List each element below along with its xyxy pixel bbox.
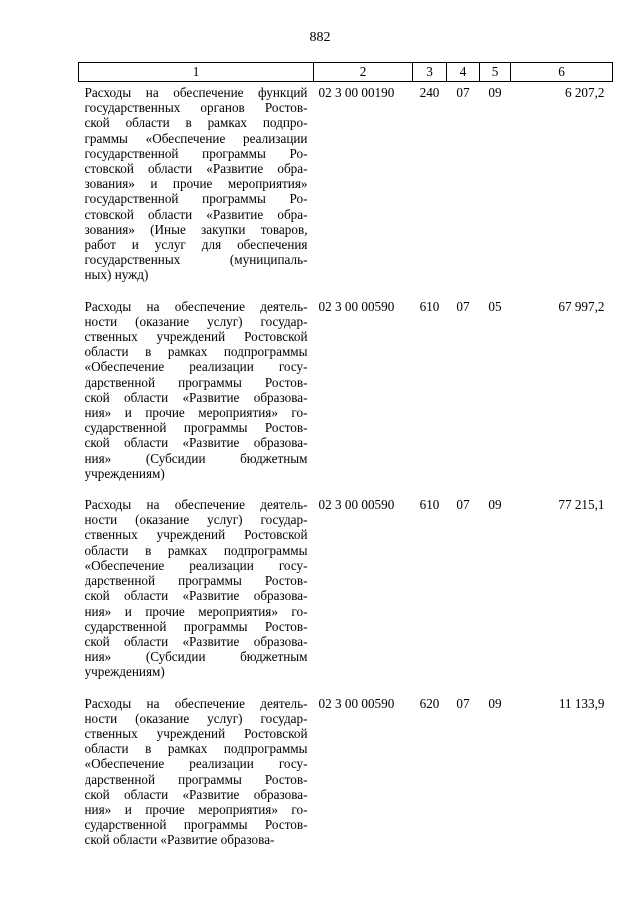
description-line: ния» и прочие мероприятия» го- xyxy=(84,405,308,421)
description-line: учреждениям) xyxy=(84,664,165,680)
row-target-code: 02 3 00 00590 xyxy=(318,695,395,711)
page-number: 882 xyxy=(309,30,331,45)
description-line: ственных учреждений Ростовской xyxy=(84,725,308,741)
description-line: Расходы на обеспечение функций xyxy=(84,85,308,100)
description-line: ния» (Субсидии бюджетным xyxy=(84,450,308,466)
description-line: сударственной программы Ростов- xyxy=(84,420,308,436)
table-header xyxy=(79,63,613,82)
row-subsection: 09 xyxy=(488,695,502,711)
row-description xyxy=(79,82,314,296)
row-target-code: 02 3 00 00590 xyxy=(318,298,395,314)
description-line: дарственной программы Ростов- xyxy=(84,374,308,390)
description-line: ности (оказание услуг) государ- xyxy=(84,313,308,329)
budget-table xyxy=(78,62,613,861)
header-col-2: 2 xyxy=(314,63,413,82)
description-line: ных) нужд) xyxy=(84,267,149,283)
description-line: дарственной программы Ростов- xyxy=(84,771,308,787)
description-line: государственных органов Ростов- xyxy=(84,100,308,116)
description-line: работ и услуг для обеспечения xyxy=(84,237,308,253)
header-col-3: 3 xyxy=(413,63,447,82)
description-line: ской области «Развитие образова- xyxy=(84,435,308,451)
description-line: учреждениям) xyxy=(84,465,165,481)
row-expense-type: 620 xyxy=(419,695,440,711)
description-line: зования» (Иные закупки товаров, xyxy=(84,221,308,237)
row-subsection: 05 xyxy=(488,298,502,314)
row-subsection: 09 xyxy=(488,85,502,100)
description-line: Расходы на обеспечение деятель- xyxy=(84,298,308,314)
description-line: «Обеспечение реализации госу- xyxy=(84,756,308,772)
description-line: ской области «Развитие образова- xyxy=(84,832,275,848)
header-col-6: 6 xyxy=(511,63,613,82)
row-expense-type: 610 xyxy=(419,298,440,314)
row-description xyxy=(79,693,314,861)
description-line: области в рамках подпрограммы xyxy=(84,344,308,360)
header-row xyxy=(79,63,613,82)
description-line: ственных учреждений Ростовской xyxy=(84,527,308,543)
description-line: Расходы на обеспечение деятель- xyxy=(84,695,308,711)
header-col-4: 4 xyxy=(447,63,480,82)
row-expense-type: 240 xyxy=(419,85,440,100)
row-subsection: 09 xyxy=(488,497,502,513)
description-line: области в рамках подпрограммы xyxy=(84,741,308,757)
description-line: ности (оказание услуг) государ- xyxy=(84,710,308,726)
row-description xyxy=(79,296,314,494)
header-col-1: 1 xyxy=(79,63,314,82)
row-amount: 11 133,9 xyxy=(558,695,605,711)
description-line: ности (оказание услуг) государ- xyxy=(84,512,308,528)
description-line: ской области в рамках подпро- xyxy=(84,115,308,131)
row-amount: 67 997,2 xyxy=(558,298,605,314)
table-row xyxy=(79,296,613,494)
table-row xyxy=(79,82,613,296)
row-section: 07 xyxy=(456,85,470,100)
description-line: «Обеспечение реализации госу- xyxy=(84,359,308,375)
row-expense-type: 610 xyxy=(419,497,440,513)
table-body xyxy=(79,82,613,861)
description-line: области в рамках подпрограммы xyxy=(84,542,308,558)
description-line: ской области «Развитие образова- xyxy=(84,588,308,604)
description-line: государственных (муниципаль- xyxy=(84,252,308,268)
description-line: сударственной программы Ростов- xyxy=(84,618,308,634)
header-col-5: 5 xyxy=(480,63,511,82)
description-line: ской области «Развитие образова- xyxy=(84,633,308,649)
description-line: зования» и прочие мероприятия» xyxy=(84,176,308,192)
row-section: 07 xyxy=(456,695,470,711)
description-line: государственной программы Ро- xyxy=(84,191,308,207)
description-line: ской области «Развитие образова- xyxy=(84,389,308,405)
description-line: ния» (Субсидии бюджетным xyxy=(84,649,308,665)
description-line: сударственной программы Ростов- xyxy=(84,817,308,833)
row-target-code: 02 3 00 00590 xyxy=(318,497,395,513)
table-row xyxy=(79,494,613,692)
table-row xyxy=(79,693,613,861)
description-line: ской области «Развитие образова- xyxy=(84,786,308,802)
row-section: 07 xyxy=(456,298,470,314)
row-description xyxy=(79,494,314,692)
description-line: стовской области «Развитие обра- xyxy=(84,206,308,222)
description-line: ния» и прочие мероприятия» го- xyxy=(84,801,308,817)
row-amount: 77 215,1 xyxy=(558,497,605,513)
row-amount: 6 207,2 xyxy=(564,85,605,100)
description-line: граммы «Обеспечение реализации xyxy=(84,130,308,146)
description-line: ния» и прочие мероприятия» го- xyxy=(84,603,308,619)
description-line: ственных учреждений Ростовской xyxy=(84,329,308,345)
row-target-code: 02 3 00 00190 xyxy=(318,85,395,100)
description-line: Расходы на обеспечение деятель- xyxy=(84,497,308,513)
description-line: «Обеспечение реализации госу- xyxy=(84,557,308,573)
description-line: дарственной программы Ростов- xyxy=(84,573,308,589)
row-section: 07 xyxy=(456,497,470,513)
description-line: стовской области «Развитие обра- xyxy=(84,161,308,177)
description-line: государственной программы Ро- xyxy=(84,145,308,161)
